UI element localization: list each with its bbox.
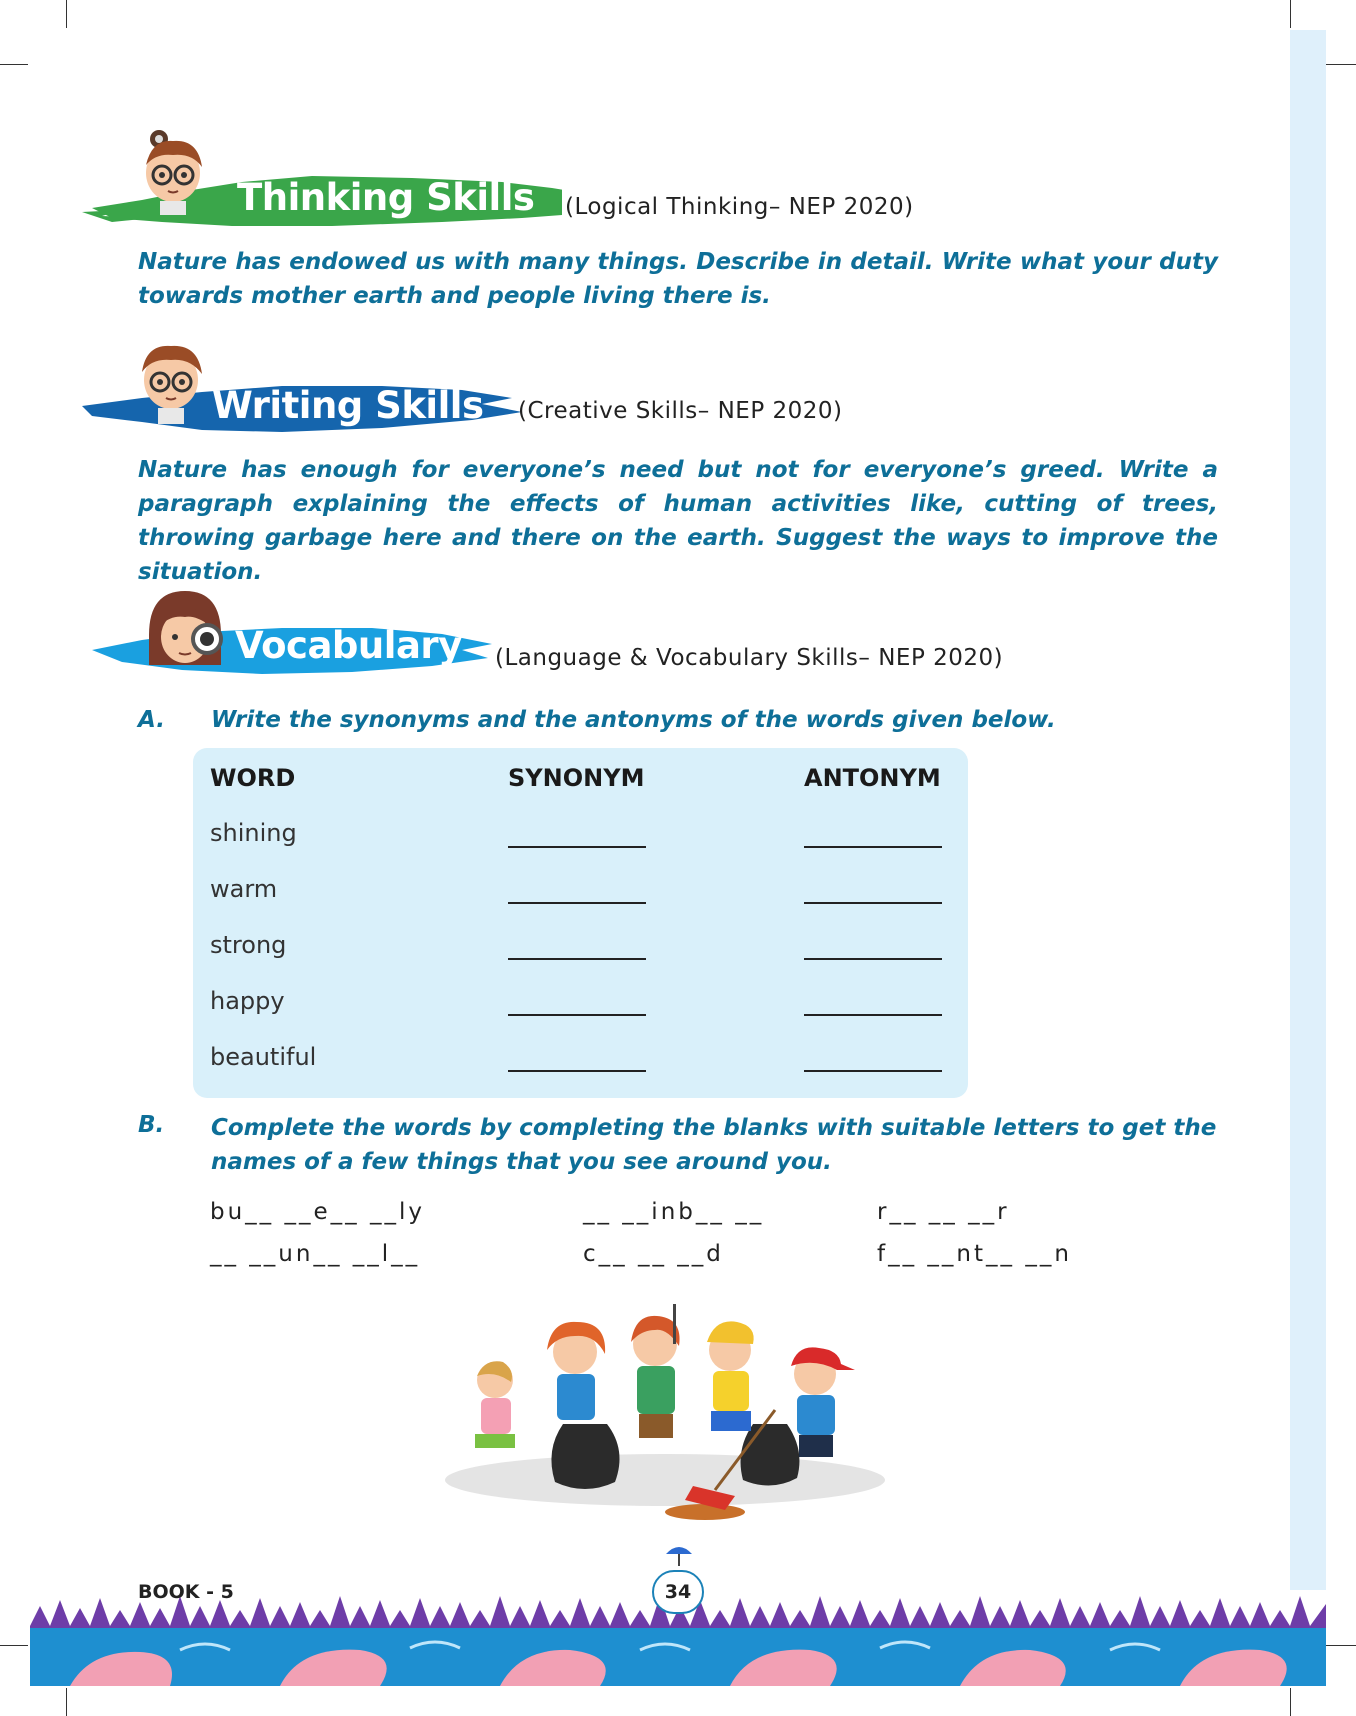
crop-mark xyxy=(1326,64,1356,65)
word-cell: strong xyxy=(210,931,287,959)
crop-mark xyxy=(0,1645,28,1646)
umbrella-icon xyxy=(664,1540,694,1570)
thinking-skills-tag: (Logical Thinking– NEP 2020) xyxy=(565,194,914,220)
book-label: BOOK - 5 xyxy=(138,1581,234,1603)
vocabulary-tag: (Language & Vocabulary Skills– NEP 2020) xyxy=(495,645,1004,671)
header-word: WORD xyxy=(210,764,296,792)
word-cell: shining xyxy=(210,819,297,847)
synonym-blank[interactable] xyxy=(508,846,646,848)
word-puzzle: __ __inb__ __ xyxy=(583,1199,765,1225)
exercise-b-label: B. xyxy=(138,1112,165,1138)
page-number: 34 xyxy=(652,1570,704,1614)
exercise-b-instruction: Complete the words by completing the blanks with suitable letters to get the names of a few things that you see around you. xyxy=(211,1115,1217,1175)
word-puzzle: __ __un__ __l__ xyxy=(210,1241,421,1267)
antonym-blank[interactable] xyxy=(804,1070,942,1072)
exercise-a-label: A. xyxy=(138,707,165,733)
children-cleaning-illustration xyxy=(435,1300,895,1540)
synonym-blank[interactable] xyxy=(508,1014,646,1016)
word-cell: happy xyxy=(210,987,285,1015)
vocabulary-title: Vocabulary xyxy=(235,624,462,667)
word-cell: warm xyxy=(210,875,278,903)
antonym-blank[interactable] xyxy=(804,846,942,848)
antonym-blank[interactable] xyxy=(804,902,942,904)
crop-mark xyxy=(66,0,67,28)
word-puzzle: f__ __nt__ __n xyxy=(877,1241,1072,1267)
word-cell: beautiful xyxy=(210,1043,317,1071)
header-antonym: ANTONYM xyxy=(804,764,941,792)
page-side-strip xyxy=(1290,30,1326,1590)
exercise-a-instruction: Write the synonyms and the antonyms of the words given below. xyxy=(211,707,1056,733)
word-puzzle: r__ __ __r xyxy=(877,1199,1010,1225)
synonym-blank[interactable] xyxy=(508,902,646,904)
crop-mark xyxy=(66,1688,67,1716)
synonym-blank[interactable] xyxy=(508,1070,646,1072)
crop-mark xyxy=(1326,1645,1356,1646)
boy-with-glasses-avatar xyxy=(136,336,206,426)
writing-skills-tag: (Creative Skills– NEP 2020) xyxy=(518,398,843,424)
writing-skills-title: Writing Skills xyxy=(212,384,484,427)
antonym-blank[interactable] xyxy=(804,1014,942,1016)
crop-mark xyxy=(0,64,28,65)
thinking-question: Nature has endowed us with many things. Describe in detail. Write what your duty towards mother earth and people living there is. xyxy=(138,249,1218,309)
synonym-blank[interactable] xyxy=(508,958,646,960)
antonym-blank[interactable] xyxy=(804,958,942,960)
boy-with-glasses-avatar xyxy=(138,125,208,215)
header-synonym: SYNONYM xyxy=(508,764,645,792)
writing-question: Nature has enough for everyone’s need but not for everyone’s greed. Write a paragraph explaining the effects of human activities like, cutting of trees, throwing garbage here and there on the earth. Suggest the ways to improve the situation. xyxy=(138,457,1218,585)
thinking-skills-title: Thinking Skills xyxy=(237,176,535,219)
girl-with-magnifier-avatar xyxy=(145,585,230,675)
word-puzzle: c__ __ __d xyxy=(583,1241,724,1267)
crop-mark xyxy=(1290,0,1291,28)
word-puzzle: bu__ __e__ __ly xyxy=(210,1199,425,1225)
crop-mark xyxy=(1290,1688,1291,1716)
